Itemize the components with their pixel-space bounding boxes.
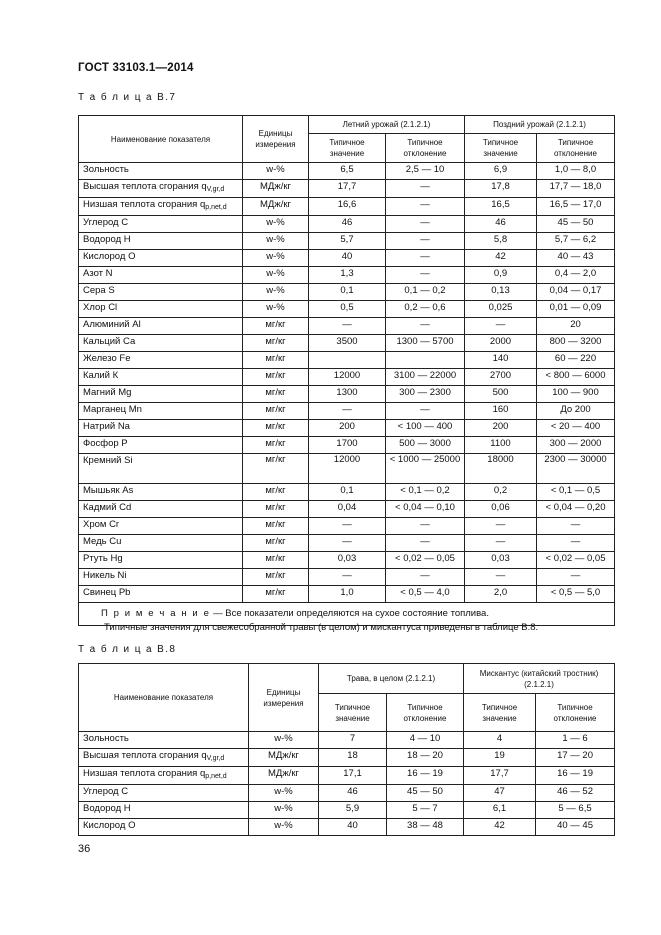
typical-deviation: < 800 — 6000 xyxy=(537,369,615,386)
typical-value: 160 xyxy=(465,403,537,420)
unit-cell: мг/кг xyxy=(243,318,309,335)
indicator-label: Водород Н xyxy=(83,803,131,814)
typical-deviation: 46 — 52 xyxy=(536,785,615,802)
typical-value: 0,9 xyxy=(465,267,537,284)
typical-value: 1700 xyxy=(309,437,386,454)
unit-cell: мг/кг xyxy=(243,386,309,403)
typical-value: — xyxy=(465,518,537,535)
typical-value: 0,5 xyxy=(309,301,386,318)
indicator-name xyxy=(79,586,243,603)
typical-value: 6,5 xyxy=(309,163,386,180)
typical-value: 2,0 xyxy=(465,586,537,603)
indicator-name xyxy=(79,301,243,318)
header-group-miscanthus: Мискантус (китайский тростник) (2.1.2.1) xyxy=(464,664,615,694)
typical-value: 16,6 xyxy=(309,198,386,216)
indicator-subscript: p,net,d xyxy=(205,204,227,211)
indicator-name xyxy=(79,335,243,352)
typical-deviation: 0,1 — 0,2 xyxy=(386,284,465,301)
typical-deviation: 17,7 — 18,0 xyxy=(537,180,615,198)
typical-deviation: — xyxy=(386,216,465,233)
typical-deviation: 4 — 10 xyxy=(387,732,464,749)
table-caption-b7: Т а б л и ц а В.7 xyxy=(78,92,177,103)
typical-value: 0,1 xyxy=(309,484,386,501)
typical-deviation xyxy=(386,352,465,369)
indicator-subscript: V,gr,d xyxy=(206,186,225,193)
indicator-label: Кислород О xyxy=(83,820,136,831)
table-row xyxy=(79,501,615,518)
table-row xyxy=(79,518,615,535)
indicator-label: Сера S xyxy=(83,285,115,296)
typical-deviation: 2,5 — 10 xyxy=(386,163,465,180)
unit-cell: мг/кг xyxy=(243,484,309,501)
unit-cell: МДж/кг xyxy=(243,180,309,198)
table-row xyxy=(79,352,615,369)
typical-value: 17,7 xyxy=(309,180,386,198)
typical-deviation: — xyxy=(386,403,465,420)
indicator-label: Железо Fe xyxy=(83,353,131,364)
unit-cell: w-% xyxy=(249,732,319,749)
typical-deviation: — xyxy=(386,233,465,250)
indicator-label: Мышьяк As xyxy=(83,485,134,496)
typical-deviation: 0,2 — 0,6 xyxy=(386,301,465,318)
table-row xyxy=(79,437,615,454)
indicator-name xyxy=(79,233,243,250)
indicator-name xyxy=(79,198,243,216)
typical-value: 46 xyxy=(319,785,387,802)
unit-cell: мг/кг xyxy=(243,586,309,603)
indicator-name xyxy=(79,369,243,386)
typical-value: 0,025 xyxy=(465,301,537,318)
header-deviation: Типичное отклонение xyxy=(536,694,615,732)
typical-value: — xyxy=(465,535,537,552)
unit-cell: w-% xyxy=(243,267,309,284)
table-row xyxy=(79,233,615,250)
table-row xyxy=(79,785,615,802)
indicator-name xyxy=(79,420,243,437)
table-caption-b8: Т а б л и ц а В.8 xyxy=(78,644,177,655)
indicator-subscript: V,gr,d xyxy=(206,755,225,762)
typical-deviation: До 200 xyxy=(537,403,615,420)
typical-value: 17,7 xyxy=(464,767,536,785)
typical-value: 16,5 xyxy=(465,198,537,216)
indicator-label: Фосфор Р xyxy=(83,438,128,449)
table-row xyxy=(79,301,615,318)
typical-value: 5,9 xyxy=(319,802,387,819)
indicator-label: Хлор Cl xyxy=(83,302,118,313)
table-row xyxy=(79,732,615,749)
indicator-name xyxy=(79,454,243,484)
note-text: — Все показатели определяются на сухое состояние топлива. xyxy=(210,608,489,619)
typical-value: 4 xyxy=(464,732,536,749)
typical-deviation: — xyxy=(537,518,615,535)
indicator-label: Натрий Na xyxy=(83,421,130,432)
indicator-name xyxy=(79,785,249,802)
unit-cell: w-% xyxy=(249,819,319,836)
header-deviation: Типичное отклонение xyxy=(537,134,615,163)
indicator-label: Марганец Mn xyxy=(83,404,142,415)
unit-cell: мг/кг xyxy=(243,501,309,518)
indicator-label: Высшая теплота сгорания q xyxy=(83,181,207,192)
typical-value: 42 xyxy=(465,250,537,267)
unit-cell: w-% xyxy=(249,802,319,819)
typical-value: 12000 xyxy=(309,454,386,484)
typical-deviation: < 0,04 — 0,10 xyxy=(386,501,465,518)
indicator-label: Алюминий Al xyxy=(83,319,141,330)
unit-cell: мг/кг xyxy=(243,335,309,352)
typical-deviation: < 0,5 — 4,0 xyxy=(386,586,465,603)
typical-value: 47 xyxy=(464,785,536,802)
unit-cell: мг/кг xyxy=(243,369,309,386)
unit-cell: мг/кг xyxy=(243,535,309,552)
typical-value: — xyxy=(309,569,386,586)
typical-value: — xyxy=(309,518,386,535)
header-group-grass: Трава, в целом (2.1.2.1) xyxy=(319,664,464,694)
table-b7 xyxy=(78,115,615,626)
table-row xyxy=(79,403,615,420)
typical-deviation: — xyxy=(386,518,465,535)
table-row xyxy=(79,198,615,216)
typical-value: 6,1 xyxy=(464,802,536,819)
header-group-late: Поздний урожай (2.1.2.1) xyxy=(465,116,615,134)
indicator-label: Водород Н xyxy=(83,234,131,245)
indicator-name xyxy=(79,352,243,369)
typical-deviation: 1300 — 5700 xyxy=(386,335,465,352)
typical-deviation: 60 — 220 xyxy=(537,352,615,369)
typical-deviation: 5,7 — 6,2 xyxy=(537,233,615,250)
typical-deviation: < 1000 — 25000 xyxy=(386,454,465,484)
typical-deviation: 16,5 — 17,0 xyxy=(537,198,615,216)
typical-value: 18 xyxy=(319,749,387,767)
indicator-name xyxy=(79,819,249,836)
unit-cell: мг/кг xyxy=(243,437,309,454)
unit-cell: w-% xyxy=(249,785,319,802)
indicator-label: Зольность xyxy=(83,733,129,744)
indicator-name xyxy=(79,552,243,569)
indicator-name xyxy=(79,386,243,403)
indicator-label: Ртуть Hg xyxy=(83,553,123,564)
indicator-label: Углерод С xyxy=(83,786,129,797)
table-b8 xyxy=(78,663,615,836)
indicator-name xyxy=(79,535,243,552)
table-row xyxy=(79,767,615,785)
indicator-label: Свинец Pb xyxy=(83,587,131,598)
typical-value: — xyxy=(465,569,537,586)
indicator-name xyxy=(79,732,249,749)
table-row xyxy=(79,335,615,352)
table-row xyxy=(79,819,615,836)
unit-cell: w-% xyxy=(243,216,309,233)
indicator-name xyxy=(79,802,249,819)
typical-deviation: 45 — 50 xyxy=(537,216,615,233)
header-unit: Единицы измерения xyxy=(249,664,319,732)
table-row xyxy=(79,454,615,484)
typical-deviation: 18 — 20 xyxy=(387,749,464,767)
typical-value: 42 xyxy=(464,819,536,836)
indicator-name xyxy=(79,403,243,420)
indicator-name xyxy=(79,180,243,198)
note-label: П р и м е ч а н и е xyxy=(101,608,211,619)
document-header: ГОСТ 33103.1—2014 xyxy=(78,62,194,74)
typical-deviation: 100 — 900 xyxy=(537,386,615,403)
typical-value: 0,06 xyxy=(465,501,537,518)
typical-value: 3500 xyxy=(309,335,386,352)
typical-deviation: 2300 — 30000 xyxy=(537,454,615,484)
typical-deviation: 1,0 — 8,0 xyxy=(537,163,615,180)
indicator-label: Никель Ni xyxy=(83,570,127,581)
typical-value: 6,9 xyxy=(465,163,537,180)
unit-cell: мг/кг xyxy=(243,569,309,586)
typical-deviation: — xyxy=(386,250,465,267)
unit-cell: w-% xyxy=(243,284,309,301)
header-name: Наименование показателя xyxy=(79,116,243,163)
typical-value: 19 xyxy=(464,749,536,767)
indicator-name xyxy=(79,437,243,454)
table-row xyxy=(79,386,615,403)
header-deviation: Типичное отклонение xyxy=(386,134,465,163)
typical-deviation: 0,4 — 2,0 xyxy=(537,267,615,284)
unit-cell: мг/кг xyxy=(243,454,309,484)
typical-deviation: — xyxy=(537,569,615,586)
typical-deviation: 16 — 19 xyxy=(387,767,464,785)
unit-cell: w-% xyxy=(243,250,309,267)
unit-cell: w-% xyxy=(243,301,309,318)
typical-value: — xyxy=(465,318,537,335)
unit-cell: МДж/кг xyxy=(249,749,319,767)
typical-deviation: 40 — 45 xyxy=(536,819,615,836)
typical-deviation: 500 — 3000 xyxy=(386,437,465,454)
table-row xyxy=(79,250,615,267)
typical-deviation: 5 — 6,5 xyxy=(536,802,615,819)
typical-deviation: 20 xyxy=(537,318,615,335)
table-row xyxy=(79,267,615,284)
typical-value xyxy=(309,352,386,369)
typical-deviation: 3100 — 22000 xyxy=(386,369,465,386)
typical-deviation: — xyxy=(386,318,465,335)
header-unit: Единицы измерения xyxy=(243,116,309,163)
indicator-name xyxy=(79,767,249,785)
table-row xyxy=(79,484,615,501)
typical-value: — xyxy=(309,535,386,552)
typical-deviation: 800 — 3200 xyxy=(537,335,615,352)
typical-deviation: < 0,1 — 0,5 xyxy=(537,484,615,501)
typical-deviation: — xyxy=(386,198,465,216)
typical-deviation: — xyxy=(386,569,465,586)
table-row xyxy=(79,216,615,233)
unit-cell: w-% xyxy=(243,233,309,250)
header-typical: Типичное значение xyxy=(465,134,537,163)
indicator-name xyxy=(79,267,243,284)
indicator-name xyxy=(79,318,243,335)
typical-value: 0,04 xyxy=(309,501,386,518)
typical-deviation: 16 — 19 xyxy=(536,767,615,785)
typical-value: 46 xyxy=(309,216,386,233)
typical-value: 46 xyxy=(465,216,537,233)
unit-cell: мг/кг xyxy=(243,518,309,535)
typical-deviation: 17 — 20 xyxy=(536,749,615,767)
typical-value: 1,0 xyxy=(309,586,386,603)
table-row xyxy=(79,535,615,552)
indicator-label: Кадмий Cd xyxy=(83,502,132,513)
body-paragraph: Типичные значения для свежесобранной травы (в целом) и мискантуса приведены в таблице В.8. xyxy=(104,622,539,633)
indicator-label: Магний Mg xyxy=(83,387,132,398)
table-row xyxy=(79,163,615,180)
unit-cell: мг/кг xyxy=(243,420,309,437)
header-group-summer: Летний урожай (2.1.2.1) xyxy=(309,116,465,134)
typical-value: 17,1 xyxy=(319,767,387,785)
indicator-label: Кальций Са xyxy=(83,336,136,347)
header-deviation: Типичное отклонение xyxy=(387,694,464,732)
typical-deviation: < 0,02 — 0,05 xyxy=(537,552,615,569)
table-row xyxy=(79,552,615,569)
table-row xyxy=(79,586,615,603)
page-number: 36 xyxy=(78,843,91,855)
unit-cell: МДж/кг xyxy=(249,767,319,785)
typical-value: — xyxy=(309,318,386,335)
typical-deviation: < 0,04 — 0,20 xyxy=(537,501,615,518)
table-row xyxy=(79,569,615,586)
typical-value: 0,03 xyxy=(309,552,386,569)
indicator-name xyxy=(79,250,243,267)
table-row xyxy=(79,802,615,819)
indicator-label: Углерод С xyxy=(83,217,129,228)
typical-deviation: 45 — 50 xyxy=(387,785,464,802)
typical-value: 5,8 xyxy=(465,233,537,250)
indicator-name xyxy=(79,216,243,233)
typical-value: 1100 xyxy=(465,437,537,454)
typical-value: 200 xyxy=(465,420,537,437)
typical-value: 140 xyxy=(465,352,537,369)
indicator-name xyxy=(79,484,243,501)
indicator-name xyxy=(79,518,243,535)
indicator-name xyxy=(79,163,243,180)
indicator-label: Калий К xyxy=(83,370,119,381)
typical-value: 0,2 xyxy=(465,484,537,501)
typical-deviation: 5 — 7 xyxy=(387,802,464,819)
typical-value: 0,13 xyxy=(465,284,537,301)
typical-deviation: 38 — 48 xyxy=(387,819,464,836)
typical-value: 7 xyxy=(319,732,387,749)
table-row xyxy=(79,420,615,437)
indicator-label: Высшая теплота сгорания q xyxy=(83,750,207,761)
typical-value: 18000 xyxy=(465,454,537,484)
indicator-name xyxy=(79,749,249,767)
typical-value: 1,3 xyxy=(309,267,386,284)
header-typical: Типичное значение xyxy=(319,694,387,732)
typical-deviation: 0,04 — 0,17 xyxy=(537,284,615,301)
indicator-label: Низшая теплота сгорания q xyxy=(83,199,206,210)
unit-cell: мг/кг xyxy=(243,552,309,569)
typical-deviation: — xyxy=(386,535,465,552)
typical-deviation: 1 — 6 xyxy=(536,732,615,749)
indicator-name xyxy=(79,569,243,586)
typical-deviation: 300 — 2000 xyxy=(537,437,615,454)
typical-deviation: 300 — 2300 xyxy=(386,386,465,403)
indicator-label: Кислород О xyxy=(83,251,136,262)
indicator-name xyxy=(79,284,243,301)
indicator-label: Азот N xyxy=(83,268,113,279)
indicator-label: Низшая теплота сгорания q xyxy=(83,768,206,779)
typical-value: 2700 xyxy=(465,369,537,386)
unit-cell: мг/кг xyxy=(243,352,309,369)
typical-value: 500 xyxy=(465,386,537,403)
header-typical: Типичное значение xyxy=(309,134,386,163)
typical-value: 12000 xyxy=(309,369,386,386)
unit-cell: w-% xyxy=(243,163,309,180)
indicator-name xyxy=(79,501,243,518)
typical-deviation: < 20 — 400 xyxy=(537,420,615,437)
typical-value: — xyxy=(309,403,386,420)
table-row xyxy=(79,369,615,386)
typical-value: 0,03 xyxy=(465,552,537,569)
typical-deviation: < 0,02 — 0,05 xyxy=(386,552,465,569)
typical-deviation: < 0,5 — 5,0 xyxy=(537,586,615,603)
typical-value: 200 xyxy=(309,420,386,437)
indicator-label: Кремний Si xyxy=(83,455,133,466)
indicator-label: Хром Cr xyxy=(83,519,120,530)
typical-deviation: — xyxy=(386,180,465,198)
typical-deviation: 40 — 43 xyxy=(537,250,615,267)
table-row xyxy=(79,749,615,767)
typical-value: 17,8 xyxy=(465,180,537,198)
header-typical: Типичное значение xyxy=(464,694,536,732)
indicator-subscript: p,net,d xyxy=(205,773,227,780)
indicator-label: Медь Cu xyxy=(83,536,122,547)
typical-deviation: — xyxy=(537,535,615,552)
typical-deviation: 0,01 — 0,09 xyxy=(537,301,615,318)
table-row xyxy=(79,284,615,301)
typical-deviation: < 0,1 — 0,2 xyxy=(386,484,465,501)
indicator-label: Зольность xyxy=(83,164,129,175)
typical-value: 40 xyxy=(319,819,387,836)
table-row xyxy=(79,318,615,335)
typical-value: 2000 xyxy=(465,335,537,352)
table-row xyxy=(79,180,615,198)
typical-deviation: — xyxy=(386,267,465,284)
typical-value: 40 xyxy=(309,250,386,267)
typical-deviation: < 100 — 400 xyxy=(386,420,465,437)
header-name: Наименование показателя xyxy=(79,664,249,732)
typical-value: 5,7 xyxy=(309,233,386,250)
unit-cell: мг/кг xyxy=(243,403,309,420)
typical-value: 1300 xyxy=(309,386,386,403)
unit-cell: МДж/кг xyxy=(243,198,309,216)
typical-value: 0,1 xyxy=(309,284,386,301)
